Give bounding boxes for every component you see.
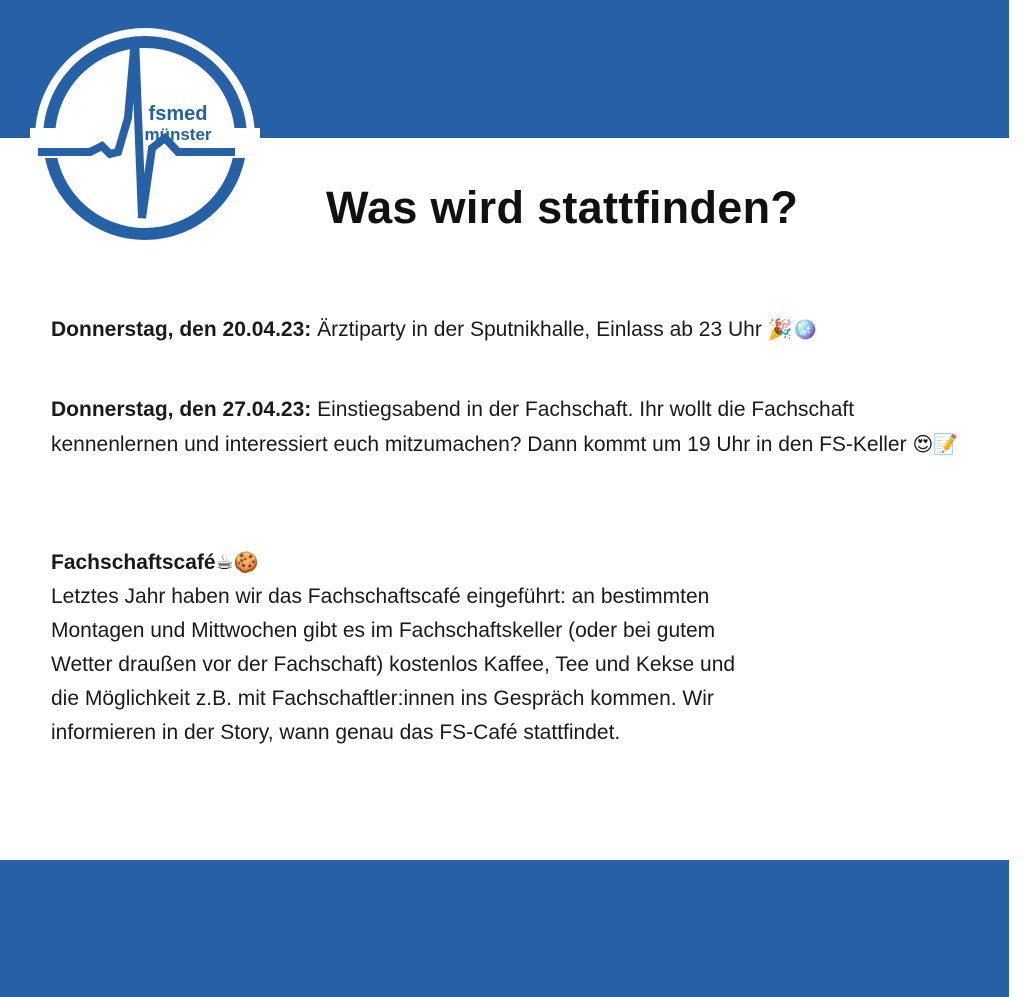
cafe-line: Letztes Jahr haben wir das Fachschaftscafé eingeführt: an bestimmten: [51, 585, 710, 608]
cafe-line: Montagen und Mittwochen gibt es im Fachschaftskeller (oder bei gutem: [51, 619, 716, 642]
right-margin: [1009, 0, 1024, 997]
event-description: Einstiegsabend in der Fachschaft. Ihr wollt die Fachschaft kennenlernen und interessiert euch mitzumachen? Dann kommt um 19 Uhr in den FS-Keller: [51, 398, 913, 456]
event-entry-1: [51, 312, 971, 347]
party-emoji-icon: 🎉🪩: [767, 317, 818, 341]
cafe-line: Wetter draußen vor der Fachschaft) kostenlos Kaffee, Tee und Kekse und: [51, 653, 736, 676]
fsmed-logo: [30, 28, 260, 248]
coffee-cookie-emoji-icon: ☕🍪: [215, 550, 259, 574]
event-date-label: Donnerstag, den 20.04.23:: [51, 318, 312, 341]
event-description: Ärztiparty in der Sputnikhalle, Einlass ab 23 Uhr: [311, 318, 768, 341]
cafe-section: [51, 545, 971, 750]
event-entry-2: [51, 393, 971, 462]
cafe-line: informieren in der Story, wann genau das FS-Café stattfindet.: [51, 721, 621, 744]
event-date-label: Donnerstag, den 27.04.23:: [51, 398, 312, 421]
heart-eyes-emoji-icon: 😍📝: [912, 432, 959, 456]
page-title: Was wird stattfinden?: [326, 182, 799, 233]
bottom-blue-band: [0, 860, 1009, 997]
cafe-line: die Möglichkeit z.B. mit Fachschaftler:innen ins Gespräch kommen. Wir: [51, 687, 714, 710]
logo-text-fsmed: fsmed: [148, 103, 208, 125]
logo-text-muenster: münster: [144, 125, 212, 144]
cafe-heading: Fachschaftscafé: [51, 551, 216, 574]
